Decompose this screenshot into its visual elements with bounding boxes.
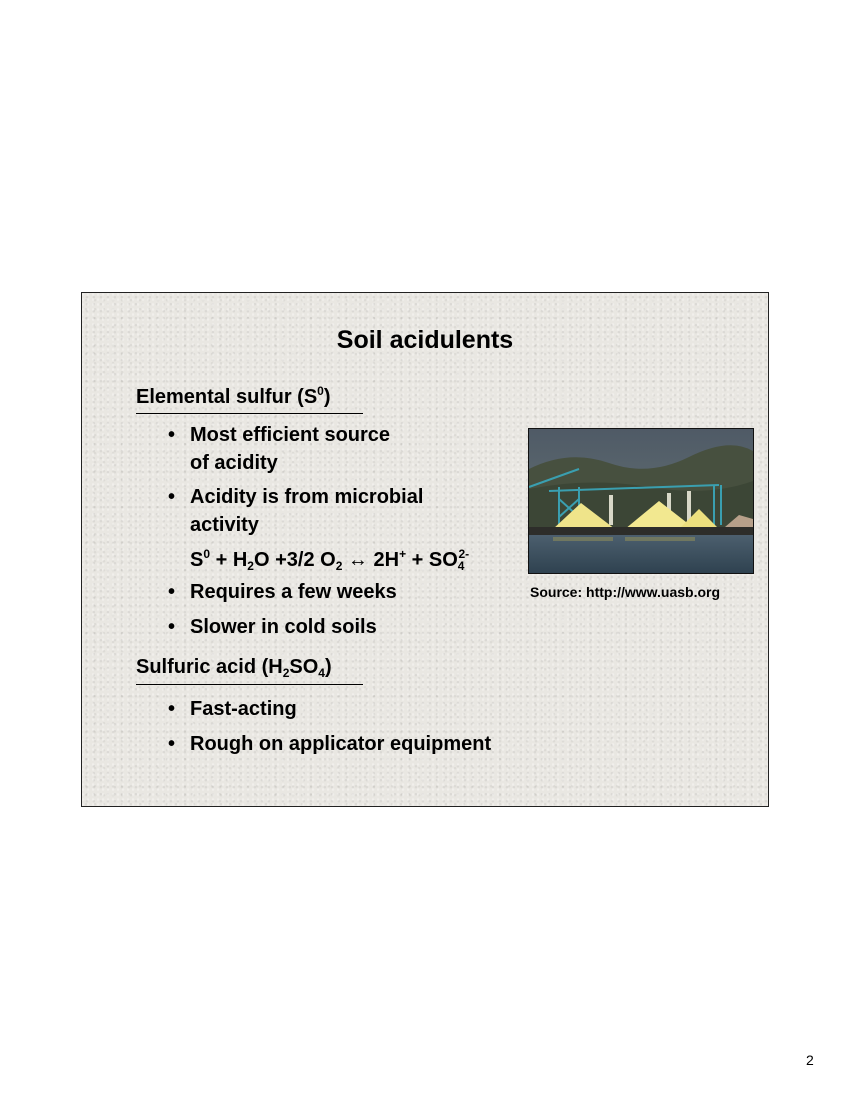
heading-text: ) <box>324 656 332 678</box>
eq-arrow: ↔ <box>342 549 374 571</box>
bullet-icon: • <box>168 581 176 603</box>
eq-sub: 2 <box>335 559 343 573</box>
eq-part: O <box>253 549 270 571</box>
bullet-line: Most efficient source <box>190 424 391 446</box>
eq-part: 2H <box>373 549 400 571</box>
bullet-line: activity <box>190 514 259 536</box>
heading-text: Sulfuric acid (H <box>136 656 283 678</box>
eq-sub: 4 <box>457 559 465 573</box>
heading-sulfuric-acid <box>136 656 363 685</box>
bullet-text: Slower in cold soils <box>190 616 377 638</box>
heading-text: Elemental sulfur (S <box>136 386 318 408</box>
equation <box>190 547 469 573</box>
slide <box>81 292 769 807</box>
heading-sup: 0 <box>317 384 324 398</box>
eq-part: + SO <box>406 549 458 571</box>
heading-sub: 4 <box>318 666 325 680</box>
eq-sup: 2- <box>458 547 470 561</box>
page-number: 2 <box>806 1052 814 1068</box>
heading-text: SO <box>289 656 319 678</box>
photo-svg <box>529 429 753 573</box>
photo-caption: Source: http://www.uasb.org <box>530 584 721 600</box>
eq-part: +3/2 O <box>269 549 336 571</box>
bullet-text <box>190 483 423 539</box>
eq-part: + H <box>210 549 248 571</box>
bullet-text: Fast-acting <box>190 698 297 720</box>
heading-sub: 2 <box>282 666 290 680</box>
eq-sup: 0 <box>203 547 211 561</box>
bullet-icon: • <box>168 616 176 638</box>
eq-sub: 2 <box>247 559 254 573</box>
heading-text: ) <box>323 386 331 408</box>
bullet-text <box>190 421 390 477</box>
bullet-icon: • <box>168 698 176 720</box>
bullet-line: Acidity is from microbial <box>190 486 424 508</box>
bullet-text: Requires a few weeks <box>190 581 397 603</box>
bullet-icon: • <box>168 424 176 446</box>
eq-sup: + <box>399 547 407 561</box>
heading-elemental-sulfur <box>136 384 363 414</box>
bullet-icon: • <box>168 486 176 508</box>
bullet-icon: • <box>168 733 176 755</box>
bullet-text: Rough on applicator equipment <box>190 733 492 755</box>
slide-title: Soil acidulents <box>336 326 514 354</box>
eq-part: S <box>190 549 204 571</box>
sulfur-piles-photo <box>528 428 754 574</box>
bullet-line: of acidity <box>190 452 278 474</box>
